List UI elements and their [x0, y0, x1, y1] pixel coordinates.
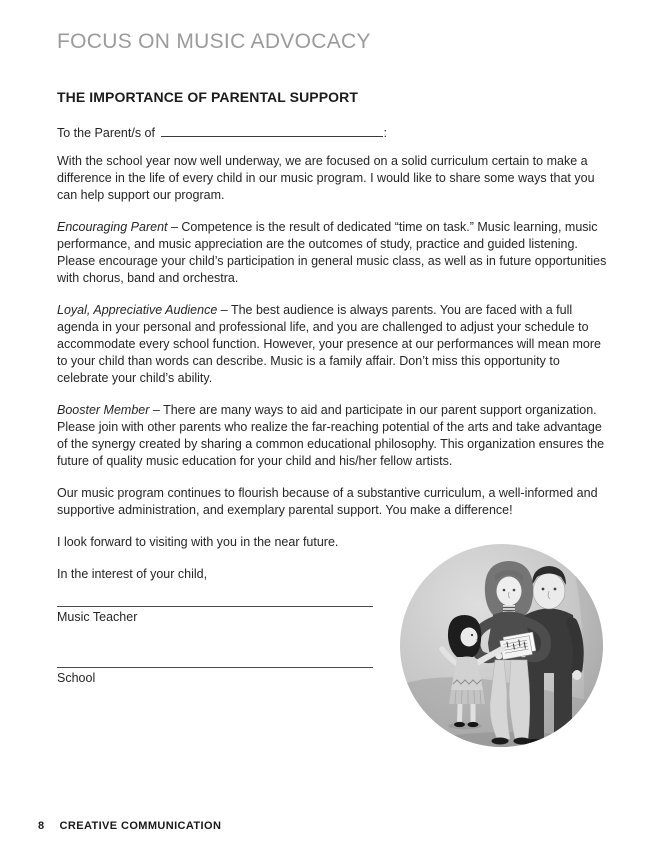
- signature-music-teacher: [57, 606, 373, 624]
- paragraph-body: – Competence is the result of dedicated “time on task.” Music learning, music performance, and music appreciation are the outcomes of study, practice and guided listening. Please encourage your child’s participation in general music class, as well as in future opportunities with chorus, band and orchestra.: [57, 220, 607, 285]
- signature-label: Music Teacher: [57, 610, 138, 624]
- paragraph-loyal-audience: [57, 302, 614, 387]
- signature-label: School: [57, 671, 96, 685]
- paragraph-booster-member: [57, 402, 614, 470]
- paragraph-body: With the school year now well underway, we are focused on a solid curriculum certain to make a difference in the life of every child in our music program. I would like to share some ways that you can help support our program.: [57, 154, 595, 202]
- paragraph-lead: Encouraging Parent: [57, 220, 168, 234]
- page-number: 8: [38, 820, 45, 832]
- paragraph-lead: Booster Member: [57, 403, 150, 417]
- paragraph-body: Our music program continues to flourish because of a substantive curriculum, a well-informed and supportive administration, and exemplary parental support. You make a difference!: [57, 486, 598, 517]
- page-footer: [38, 820, 221, 832]
- family-sheet-music-illustration: [399, 543, 604, 748]
- paragraph-encouraging-parent: [57, 219, 614, 287]
- salutation-line: [57, 123, 387, 140]
- signature-school: [57, 667, 373, 685]
- letter-body: [57, 153, 614, 598]
- signature-block: [57, 606, 373, 685]
- family-sheet-music-illustration-svg: [399, 543, 604, 748]
- section-header: FOCUS ON MUSIC ADVOCACY: [57, 30, 371, 53]
- paragraph-body: – There are many ways to aid and participate in our parent support organization. Please join with other parents who realize the far-reaching potential of the arts and take advantage of the synergy created by sharing a common educational philosophy. This organization ensures the future of quality music education for your child and his/her fellow artists.: [57, 403, 605, 468]
- salutation-suffix: :: [383, 126, 387, 140]
- paragraph-body: I look forward to visiting with you in the near future.: [57, 535, 339, 549]
- paragraph-body: – The best audience is always parents. You are faced with a full agenda in your personal and professional life, and you are challenged to adjust your schedule to accommodate every school function. However, your presence at our performances will mean more to your child than words can describe. Music is a family affair. Don’t miss this opportunity to celebrate your child’s ability.: [57, 303, 602, 385]
- letter-title: THE IMPORTANCE OF PARENTAL SUPPORT: [57, 89, 359, 105]
- paragraph-closing: [57, 485, 614, 519]
- footer-title: CREATIVE COMMUNICATION: [59, 820, 222, 832]
- salutation-prefix: To the Parent/s of: [57, 126, 155, 140]
- paragraph-body: In the interest of your child,: [57, 567, 208, 581]
- signature-line: [57, 606, 373, 607]
- name-blank-line: [161, 123, 383, 137]
- signature-line: [57, 667, 373, 668]
- paragraph-intro: [57, 153, 614, 204]
- paragraph-lead: Loyal, Appreciative Audience: [57, 303, 218, 317]
